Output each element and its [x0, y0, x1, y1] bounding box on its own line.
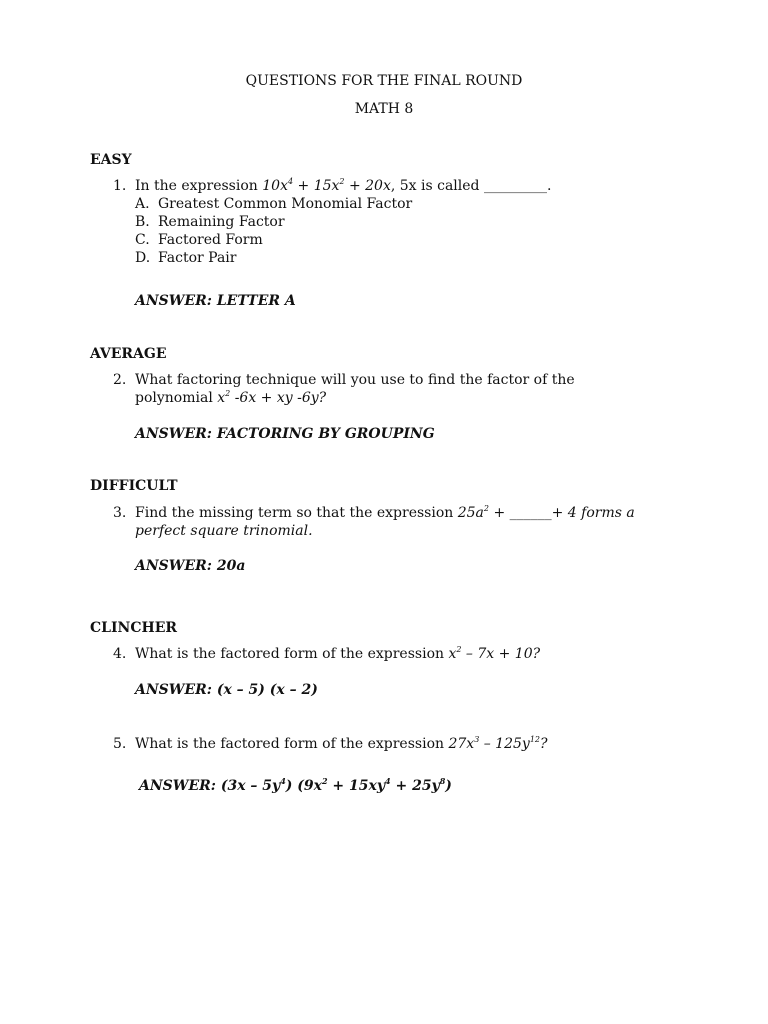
question-text: polynomial — [135, 390, 218, 406]
section-heading-clincher: CLINCHER — [90, 620, 178, 636]
option-letter: D. — [135, 250, 151, 266]
option-letter: B. — [135, 214, 150, 230]
exponent: 2 — [483, 504, 489, 513]
answer-5 — [139, 777, 452, 795]
answer-text: ANSWER: (3x – 5y — [139, 778, 281, 794]
section-heading-average: AVERAGE — [90, 346, 167, 362]
question-5-text — [135, 735, 548, 753]
math-term: + ______+ 4 forms a — [489, 505, 635, 521]
question-text: What is the factored form of the expression — [135, 646, 449, 662]
option-letter: C. — [135, 232, 150, 248]
math-term: 10x — [262, 178, 288, 194]
option-text: Factor Pair — [158, 250, 237, 266]
question-number: 1. — [113, 178, 127, 194]
option-letter: A. — [135, 196, 150, 212]
math-term: – 7x + 10? — [461, 646, 541, 662]
exponent: 4 — [385, 776, 391, 786]
math-term: + 20x — [344, 178, 391, 194]
math-term: – 125y — [479, 736, 530, 752]
exponent: 8 — [439, 776, 446, 786]
question-2-line-1: What factoring technique will you use to find the factor of the — [135, 372, 575, 388]
page-title: QUESTIONS FOR THE FINAL ROUND — [245, 73, 523, 89]
exponent: 2 — [456, 645, 462, 654]
question-4-text — [135, 645, 540, 663]
answer-4: ANSWER: (x – 5) (x – 2) — [135, 682, 318, 698]
answer-text: + 15xy — [327, 778, 386, 794]
exponent: 4 — [287, 177, 294, 186]
question-text: What is the factored form of the expression — [135, 736, 449, 752]
question-number: 5. — [113, 736, 127, 752]
math-term: 27x — [448, 736, 475, 752]
option-text: Greatest Common Monomial Factor — [158, 196, 413, 212]
math-term: ? — [540, 736, 548, 752]
answer-text: + 25y — [390, 778, 440, 794]
question-2-line-2 — [135, 389, 326, 407]
math-term: 25a — [457, 505, 484, 521]
section-heading-easy: EASY — [90, 152, 132, 168]
question-number: 4. — [113, 646, 127, 662]
math-term: x — [448, 646, 457, 662]
math-term: + 15x — [293, 178, 340, 194]
exponent: 2 — [225, 389, 231, 398]
question-text: Find the missing term so that the expression — [135, 505, 458, 521]
exponent: 12 — [529, 735, 540, 744]
page-subtitle: MATH 8 — [354, 101, 414, 117]
answer-1: ANSWER: LETTER A — [135, 293, 296, 309]
question-3-line-2: perfect square trinomial. — [135, 523, 313, 539]
option-text: Factored Form — [158, 232, 263, 248]
section-heading-difficult: DIFFICULT — [90, 478, 178, 494]
question-1-text — [135, 177, 551, 195]
answer-3: ANSWER: 20a — [135, 558, 246, 574]
question-number: 3. — [113, 505, 127, 521]
math-term: -6x + xy -6y? — [230, 390, 327, 406]
question-number: 2. — [113, 372, 127, 388]
option-text: Remaining Factor — [158, 214, 285, 230]
math-term: x — [217, 390, 226, 406]
exponent: 3 — [474, 735, 480, 744]
exponent: 4 — [280, 776, 286, 786]
answer-text: ) (9x — [285, 778, 322, 794]
question-text: , 5x is called _________. — [390, 178, 552, 194]
question-3-line-1 — [135, 504, 635, 522]
question-text: In the expression — [135, 178, 263, 194]
exponent: 2 — [339, 177, 345, 186]
answer-text: ) — [445, 778, 452, 794]
answer-2: ANSWER: FACTORING BY GROUPING — [135, 426, 435, 442]
exponent: 2 — [321, 776, 328, 786]
